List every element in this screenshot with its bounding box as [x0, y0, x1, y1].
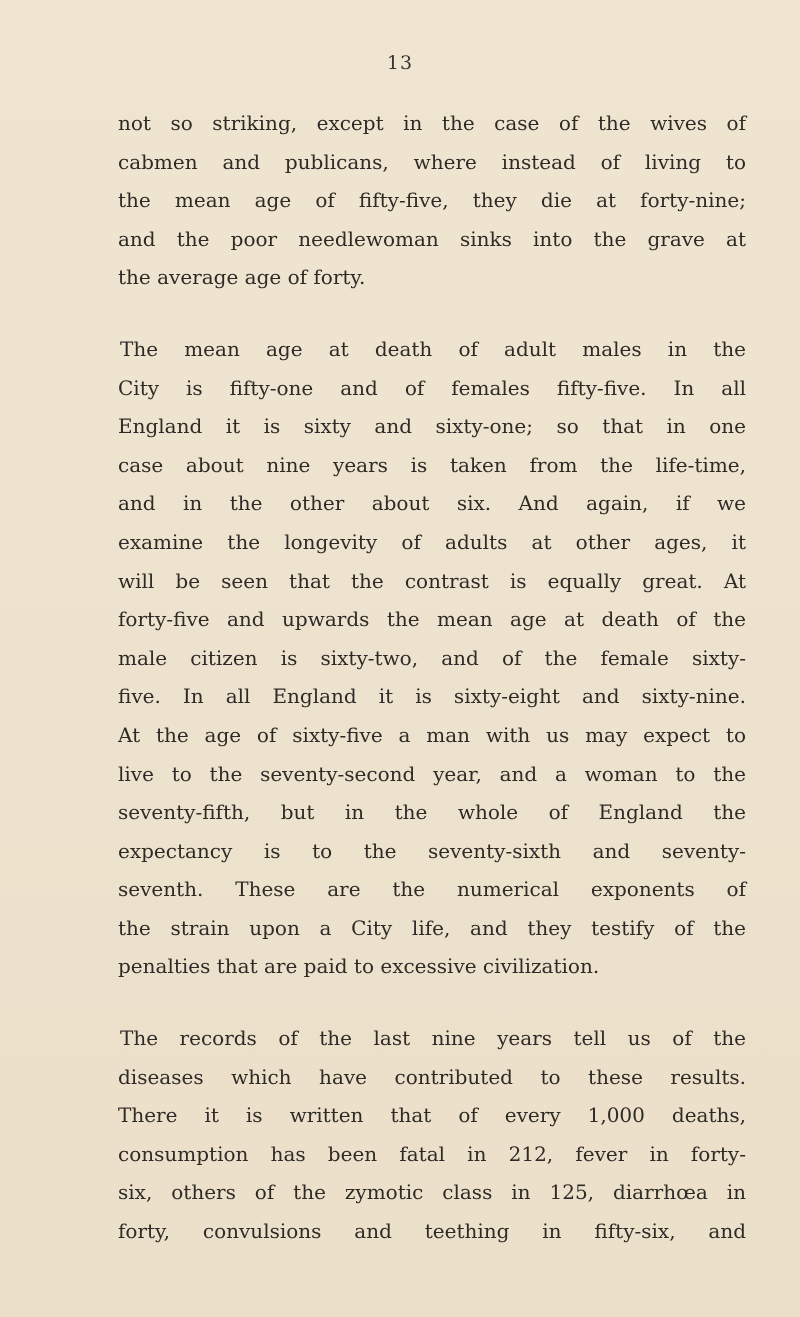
- text-line: case about nine years is taken from the life-time,: [118, 452, 746, 477]
- text-line: examine the longevity of adults at other ages, it: [118, 529, 746, 554]
- text-line: There it is written that of every 1,000 deaths,: [118, 1103, 746, 1128]
- text-line: the mean age of fifty-five, they die at forty-nine;: [118, 188, 746, 213]
- text-line: expectancy is to the seventy-sixth and seventy-: [118, 838, 746, 863]
- text-line: cabmen and publicans, where instead of living to: [118, 149, 746, 174]
- text-line: the strain upon a City life, and they testify of the: [118, 915, 746, 940]
- text-line: male citizen is sixty-two, and of the female sixty-: [118, 645, 746, 670]
- text-line: consumption has been fatal in 212, fever in forty-: [118, 1141, 746, 1166]
- text-line: live to the seventy-second year, and a woman to the: [118, 761, 746, 786]
- text-line: seventy-fifth, but in the whole of England the: [118, 800, 746, 825]
- text-line: diseases which have contributed to these results.: [118, 1064, 746, 1089]
- text-line: The records of the last nine years tell us of the: [120, 1026, 746, 1051]
- text-line: At the age of sixty-five a man with us may expect to: [118, 722, 746, 747]
- text-line: The mean age at death of adult males in the: [120, 336, 746, 361]
- paragraph-2: [118, 330, 746, 986]
- body-text: [118, 104, 746, 1251]
- text-line: penalties that are paid to excessive civilization.: [118, 954, 600, 979]
- text-line: forty, convulsions and teething in fifty-six, and: [118, 1219, 746, 1244]
- text-line: and in the other about six. And again, if we: [118, 491, 746, 516]
- text-line: and the poor needlewoman sinks into the grave at: [118, 226, 746, 251]
- text-line: will be seen that the contrast is equally great. At: [118, 568, 746, 593]
- text-line: England it is sixty and sixty-one; so that in one: [118, 414, 746, 439]
- page-number: 13: [386, 52, 414, 74]
- paragraph-1: [118, 104, 746, 297]
- text-line: the average age of forty.: [118, 265, 366, 290]
- paragraph-3: [118, 1019, 746, 1251]
- text-line: seventh. These are the numerical exponents of: [118, 877, 746, 902]
- text-line: not so striking, except in the case of the wives of: [118, 111, 746, 135]
- text-line: City is fifty-one and of females fifty-five. In all: [118, 375, 746, 400]
- text-line: forty-five and upwards the mean age at death of the: [118, 607, 746, 632]
- text-line: five. In all England it is sixty-eight and sixty-nine.: [118, 684, 746, 709]
- text-line: six, others of the zymotic class in 125, diarrhœa in: [118, 1180, 746, 1205]
